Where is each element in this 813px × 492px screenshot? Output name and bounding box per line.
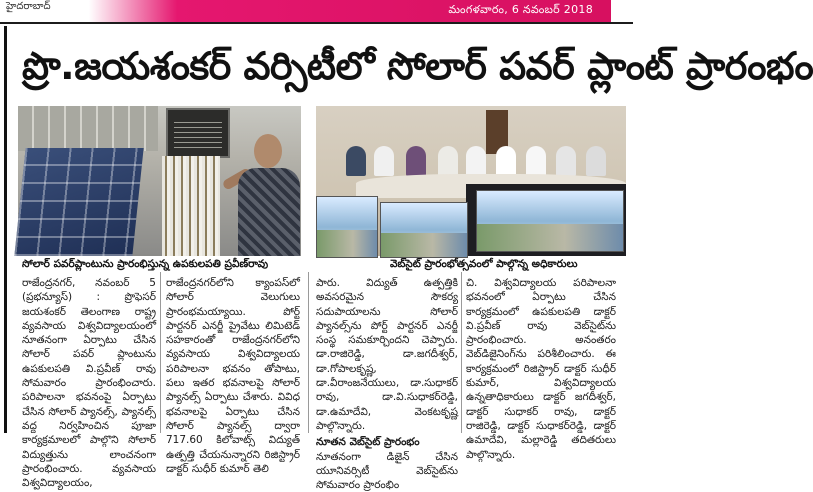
photo-attendee	[438, 146, 458, 176]
column-text: రాజేంద్రనగర్, నవంబర్ 5 (ప్రభన్యూస్) : ప్రొఫెసర్ జయశంకర్ తెలంగాణ రాష్ట్ర వ్యవసాయ విశ్వవిద్యాలయంలో నూతనంగా ఏర్పాటు చేసిన సోలార్ పవర్ ప్లాంటును ఉపకులపతి వి.ప్రవీణ్ రావు సోమవారం ప్రారంభించారు. పరిపాలనా భవనంపై ఏర్పాటు చేసిన సోలార్ ప్యానల్స్, ప్యానల్స్ వద్ద నిర్వహించిన పూజా కార్యక్రమాలలో పాల్గొని సోలార్ విద్యుత్తును లాంచనంగా ప్రారంభించారు. వ్యవసాయ విశ్వవిద్యాలయం,	[22, 277, 156, 490]
column-divider	[308, 272, 309, 433]
website-launch-photo	[316, 106, 626, 256]
photo-caption-left: సోలార్ పవర్‌ప్లాంటును ప్రారంభిస్తున్న ఉపకులపతి ప్రవీణ్‌రావు	[22, 258, 269, 270]
photo-screen-center	[380, 202, 468, 258]
column-text: రాజేంద్రనగర్‌లోని క్యాంపస్‌లో సోలార్ వెలుగులు ప్రారంభమయ్యాయి. పోర్ట్ పార్టనర్ ఎనర్జీ ప్రైవేటు లిమిటెడ్ సహకారంతో రాజేంద్రనగర్‌లోని వ్యవసాయ విశ్వవిద్యాలయ పరిపాలనా భవనం తోపాటు, పలు ఇతర భవనాలపై సోలార్ ప్యానల్స్ ఏర్పాటు చేశారు. వివిధ భవనాలపై ఏర్పాటు చేసిన సోలార్ ప్యానల్స్ ద్వారా 717.60 కిలోవాట్స్ విద్యుత్ ఉత్పత్తి చేయనున్నారని రిజిస్ట్రార్ డాక్టర్ సుధీర్ కుమార్ తెలి	[166, 277, 300, 475]
photo-attendee	[586, 146, 606, 176]
top-corner	[611, 0, 633, 22]
column-text: నూతనంగా డిజైన్ చేసిన యూనివర్సిటీ వెబ్‌సైట్‌ను సోమవారం ప్రారంభిం	[316, 450, 458, 492]
left-margin-bar	[4, 26, 7, 433]
column-divider	[461, 272, 462, 433]
photo-screen-right	[476, 190, 624, 252]
article-column-3	[316, 276, 458, 492]
header-rule	[0, 22, 633, 24]
section-label: హైదరాబాద్	[6, 1, 51, 12]
photo-attendee	[556, 146, 576, 176]
photo-attendee	[496, 146, 516, 176]
photo-plaque	[166, 108, 230, 158]
article-column-1	[22, 276, 156, 490]
column-text: పారు. విద్యుత్ ఉత్పత్తికి అవసరమైన సౌకర్య సదుపాయాలను సోలార్ ప్యానల్స్‌ను పోర్ట్ పార్టనర్ ఎనర్జీ సంస్థ సమకూర్చిందని చెప్పారు. డా.రాజిరెడ్డి, డా.జగదీశ్వర్, డా.గోపాలకృష్ణ, డా.వీరాంజనేయులు, డా.సుధాకర్ రావు, డా.వి.సుధాకర్‌రెడ్డి, డా.ఉమాదేవి, వెంకటకృష్ణ పాల్గొన్నారు.	[316, 277, 458, 432]
article-column-4	[466, 276, 616, 461]
photo-attendee	[466, 146, 486, 176]
subheading: నూతన వెబ్‌సైట్ ప్రారంభం	[316, 436, 420, 449]
photo-attendee	[346, 146, 366, 176]
photo-solar-panels	[14, 148, 143, 256]
photo-person	[228, 134, 300, 256]
photo-building	[18, 106, 158, 151]
photo-caption-right: వెబ్‌సైట్ ప్రారంభోత్సవంలో పాల్గొన్న అధికారులు	[390, 258, 578, 270]
photo-attendee	[406, 146, 426, 176]
dateline: మంగళవారం, 6 నవంబర్ 2018	[448, 3, 593, 16]
column-divider	[160, 272, 161, 433]
photo-screen-left	[316, 196, 378, 258]
photo-attendee	[526, 146, 546, 176]
column-text: చి. విశ్వవిద్యాలయ పరిపాలనా భవనంలో ఏర్పాటు చేసిన కార్యక్రమంలో ఉపకులపతి డాక్టర్ వి.ప్రవీణ్ రావు వెబ్‌సైట్‌ను ప్రారంభించారు. అనంతరం వెబ్‌డిజైనింగ్‌ను పరిశీలించారు. ఈ కార్యక్రమంలో రిజిస్ట్రార్ డాక్టర్ సుధీర్ కుమార్, విశ్వవిద్యాలయ ఉన్నతాధికారులు డాక్టర్ జగదీశ్వర్, డాక్టర్ సుధాకర్ రావు, డాక్టర్ రాజిరెడ్డి, డాక్టర్ సుధాకర్‌రెడ్డి, డాక్టర్ ఉమాదేవి, మల్లారెడ్డి తదితరులు పాల్గొన్నారు.	[466, 277, 616, 461]
article-headline: ప్రొ.జయశంకర్ వర్సిటీలో సోలార్ పవర్ ప్లాంట్ ప్రారంభం	[22, 44, 813, 88]
photo-attendee	[374, 146, 394, 176]
solar-plant-photo	[18, 106, 301, 256]
article-column-2	[166, 276, 300, 475]
photo-garland	[162, 156, 220, 256]
